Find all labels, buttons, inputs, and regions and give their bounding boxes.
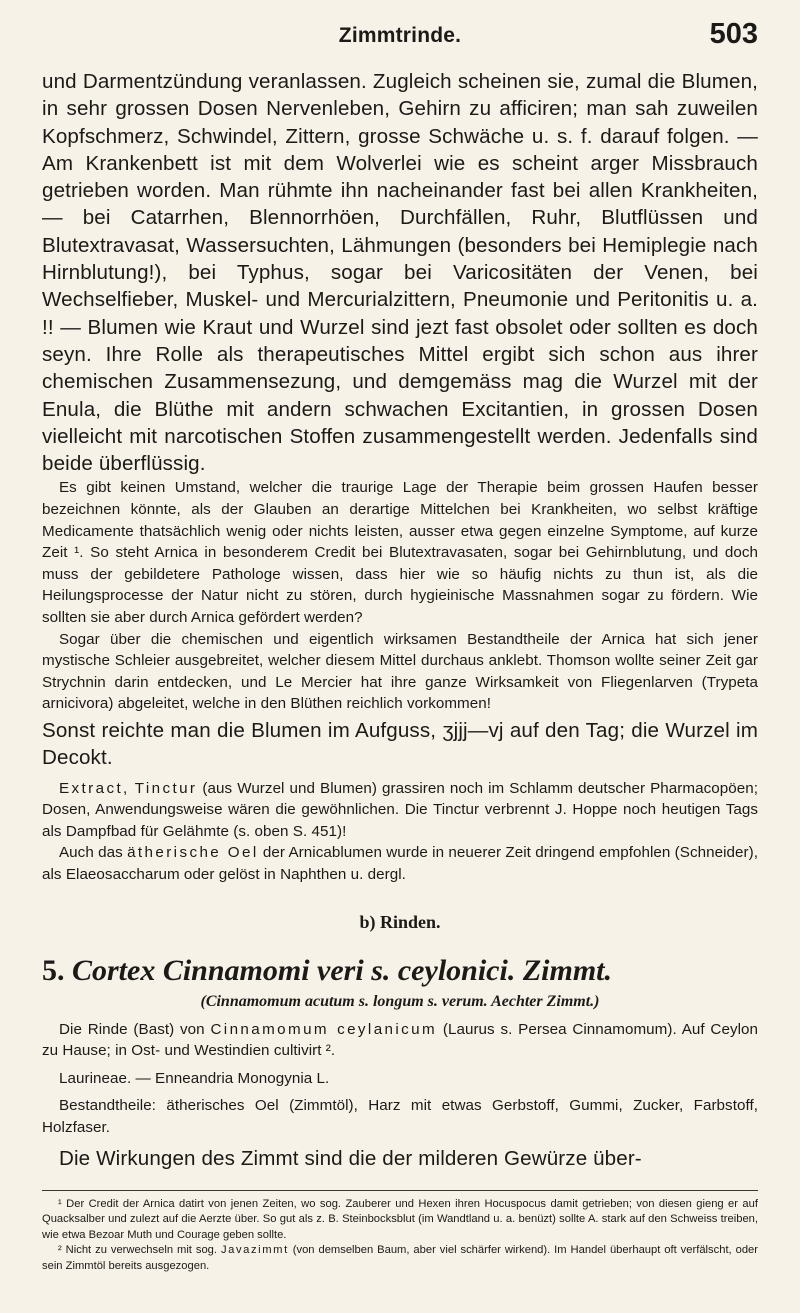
paragraph-therapy-critique: Es gibt keinen Umstand, welcher die traurige Lage der Therapie beim grossen Haufen besser bezeichnen könnte, als der Glauben an derartige Mittelchen bei Krankheiten, wo selbst kräftige Medicamente thatsächlich wenig oder nichts leisten, ausser etwa gegen einzelne Symptome, auf kurze Zeit ¹. So steht Arnica in besonderem Credit bei Blutextravasaten, sogar bei Gehirnblutung, und doch muss der gebildetere Pathologe wissen, dass hier wie so häufig nichts zu thun ist, als die Heilungsprocesse der Natur nicht zu stören, durch hygieinische Massnahmen sogar zu fördern. Wie sollten sie aber durch Arnica gefördert werden? [42,479,758,627]
paragraph-arnica-chemistry: Sogar über die chemischen und eigentlich wirksamen Bestandtheile der Arnica hat sich jener mystische Schleier ausgebreitet, welcher diesem Mittel durchaus anklebt. Thomson wollte seiner Zeit gar Strychnin darin entdecken, und Le Mercier hat ihre ganze Wirksamkeit von Fliegenlarven (Trypeta arnicivora) abgeleitet, welche in den Blüthen reichlich vorkommen! [42,630,758,713]
book-page [42,18,758,1274]
section-german-name: Zimmt. [522,953,612,987]
term-extract: Extract, [59,779,130,797]
extract-tinctur-text: (aus Wurzel und Blumen) grassiren noch im Schlamm deutscher Pharmacopöen; Dosen, Anwendungsweise wären die gewöhnlichen. Die Tinctur verbrennt J. Hoppe noch heutigen Tags als Dampfbad für Gelähmte (s. oben S. 451)! [42,779,758,840]
term-tinctur: Tinctur [134,779,198,797]
oil-text-rest: der Arnicablumen wurde in neuerer Zeit dringend empfohlen (Schneider), als Elaeosaccharum oder gelöst in Naphthen u. dergl. [42,844,759,883]
footnote-2-start: ² Nicht zu verwechseln mit sog. [58,1244,221,1257]
section-number: 5. [42,953,65,987]
subsection-heading: b) Rinden. [359,911,441,932]
paragraph-arnica-dosage: Sonst reichte man die Blumen im Aufguss, ʒjjj—vj auf den Tag; die Wurzel im Decokt. [42,718,758,770]
paragraph-cinnamon-effects: Die Wirkungen des Zimmt sind die der milderen Gewürze über- [59,1146,642,1170]
paragraph-essential-oil [42,842,758,885]
term-cinnamomum-ceylanicum: Cinnamomum ceylanicum [210,1020,438,1038]
paragraph-cinnamon-origin [42,1019,758,1062]
footnote-1: ¹ Der Credit der Arnica datirt von jenen Zeiten, wo sog. Zauberer und Hexen ihren Hocuspocus damit getrieben; von diesen gieng er auf Quacksalber und zulezt auf die Aerzte über. So gut als z. B. Steinbocksblut (im Wandtland u. a. benüzt) sollte A. stark auf den Schweiss treiben, wie etwa Bezoar Muth und Courage geben sollte. [42,1197,758,1241]
origin-text-rest: (Laurus s. Persea Cinnamomum). Auf Ceylon zu Hause; in Ost- und Westindien cultivirt ². [42,1020,758,1060]
section-title: Cortex Cinnamomi veri s. ceylonici. [72,953,516,987]
footnote-rule [42,1190,758,1191]
footnote-2 [42,1243,758,1274]
section-synonyms: (Cinnamomum acutum s. longum s. verum. Aechter Zimmt.) [200,992,600,1010]
paragraph-classification: Laurineae. — Enneandria Monogynia L. [59,1069,330,1087]
term-javazimmt: Javazimmt [220,1244,289,1257]
footnote-2-rest: (von demselben Baum, aber viel schärfer wirkend). Im Handel überhaupt oft verfälscht, oder sein Zimmtöl bereits ausgezogen. [42,1244,758,1272]
page-header [42,18,758,68]
running-title: Zimmtrinde. [338,24,462,47]
paragraph-arnica-effects: und Darmentzündung veranlassen. Zugleich scheinen sie, zumal die Blumen, in sehr grossen Dosen Nervenleben, Gehirn zu afficiren; man sah zuweilen Kopfschmerz, Schwindel, Zittern, grosse Schwäche u. s. f. darauf folgen. — Am Krankenbett ist mit dem Wolverlei wie es scheint arger Missbrauch getrieben worden. Man rühmte ihn nacheinander fast bei allen Krankheiten, — bei Catarrhen, Blennorrhöen, Durchfällen, Ruhr, Blutflüssen und Blutextravasat, Wassersuchten, Lähmungen (besonders bei Hemiplegie nach Hirnblutung!), bei Typhus, sogar bei Varicositäten der Venen, bei Wechselfieber, Muskel- und Mercurialzittern, Pneumonie und Peritonitis u. a. !! — Blumen wie Kraut und Wurzel sind jezt fast obsolet oder sollten es doch seyn. Ihre Rolle als therapeutisches Mittel ergibt sich schon aus ihrer chemischen Zusammensezung, und demgemäss mag die Wurzel mit der Enula, die Blüthe mit andern schwachen Excitantien, in grossen Dosen vielleicht mit narcotischen Stoffen zusammengestellt werden. Jedenfalls sind beide überflüssig. [42,70,758,476]
section-heading [42,953,758,989]
page-number: 503 [709,18,758,50]
paragraph-extract-tinctur [42,778,758,843]
term-essential-oil: ätherische Oel [127,844,259,862]
paragraph-constituents: Bestandtheile: ätherisches Oel (Zimmtöl), Harz mit etwas Gerbstoff, Gummi, Zucker, Farbstoff, Holzfaser. [42,1097,758,1136]
origin-text-start: Die Rinde (Bast) von [59,1020,211,1038]
oil-text-start: Auch das [59,844,128,862]
